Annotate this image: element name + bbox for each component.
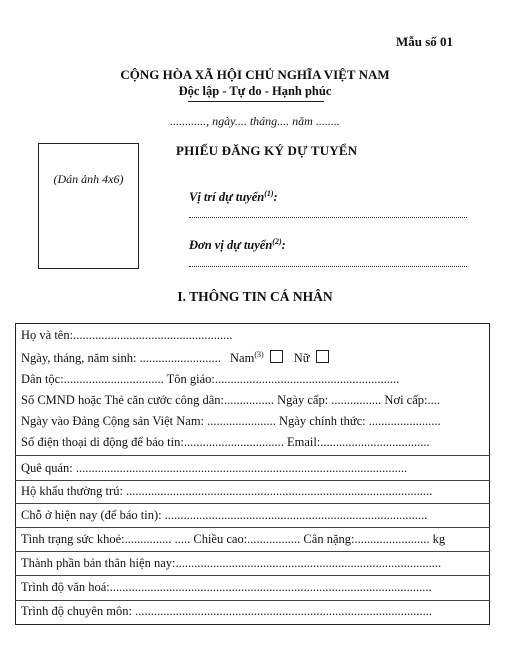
hometown-field[interactable]: Quê quán: ..........................................................................................................	[21, 461, 408, 475]
row-divider	[15, 455, 490, 456]
position-label	[189, 189, 278, 205]
row-divider	[15, 527, 490, 528]
unit-label	[189, 237, 286, 253]
female-checkbox[interactable]	[316, 350, 329, 363]
photo-label: (Dán ảnh 4x6)	[53, 172, 124, 186]
motto-underline	[188, 101, 324, 102]
form-title: PHIẾU ĐĂNG KÝ DỰ TUYỂN	[176, 143, 358, 158]
position-label-text: Vị trí dự tuyển	[189, 190, 265, 205]
row-divider	[15, 600, 490, 601]
position-colon: :	[273, 190, 278, 205]
qualification-field[interactable]: Trình độ chuyên môn: ...............................................................................................	[21, 604, 432, 618]
motto: Độc lập - Tự do - Hạnh phúc	[178, 84, 332, 98]
dob-row	[21, 350, 333, 366]
unit-input-line[interactable]	[189, 256, 467, 267]
ethnicity-religion-field[interactable]: Dân tộc:................................ Tôn giáo:...........................................................	[21, 372, 400, 386]
id-card-field[interactable]: Số CMND hoặc Thẻ căn cước công dân:................ Ngày cấp: ................ Nơi cấp:....	[21, 393, 440, 407]
form-number: Mẫu số 01	[396, 34, 454, 49]
dob-field[interactable]: Ngày, tháng, năm sinh: ..........................	[21, 351, 221, 366]
position-note: (1)	[264, 189, 274, 198]
unit-colon: :	[281, 238, 286, 253]
education-field[interactable]: Trình độ văn hoá:.......................................................................................................	[21, 580, 432, 594]
phone-email-field[interactable]: Số điện thoại di động để báo tin:................................ Email:...................................	[21, 435, 430, 449]
unit-label-text: Đơn vị dự tuyển	[189, 238, 273, 253]
date-line: ............, ngày.... tháng.... năm ........	[170, 114, 340, 128]
row-divider	[15, 575, 490, 576]
unit-note: (2)	[272, 237, 282, 246]
section-title: I. THÔNG TIN CÁ NHÂN	[177, 289, 333, 304]
family-background-field[interactable]: Thành phần bản thân hiện nay:.....................................................................................	[21, 556, 442, 570]
row-divider	[15, 480, 490, 481]
female-label: Nữ	[293, 351, 310, 366]
male-label: Nam	[230, 351, 255, 366]
photo-box	[38, 143, 139, 269]
male-note: (3)	[254, 350, 264, 359]
current-address-field[interactable]: Chỗ ở hiện nay (để báo tin): ....................................................................................	[21, 508, 428, 522]
row-divider	[15, 503, 490, 504]
party-date-field[interactable]: Ngày vào Đảng Cộng sản Việt Nam: ...................... Ngày chính thức: .......................	[21, 414, 441, 428]
position-input-line[interactable]	[189, 207, 467, 218]
row-divider	[15, 551, 490, 552]
residence-field[interactable]: Hộ khẩu thường trú: ..................................................................................................	[21, 484, 433, 498]
male-checkbox[interactable]	[270, 350, 283, 363]
health-field[interactable]: Tình trạng sức khoẻ:............... ..... Chiều cao:................. Cân nặng:........................ kg	[21, 532, 446, 546]
full-name-field[interactable]: Họ và tên:...................................................	[21, 328, 233, 342]
nation-title: CỘNG HÒA XÃ HỘI CHỦ NGHĨA VIỆT NAM	[120, 67, 390, 82]
